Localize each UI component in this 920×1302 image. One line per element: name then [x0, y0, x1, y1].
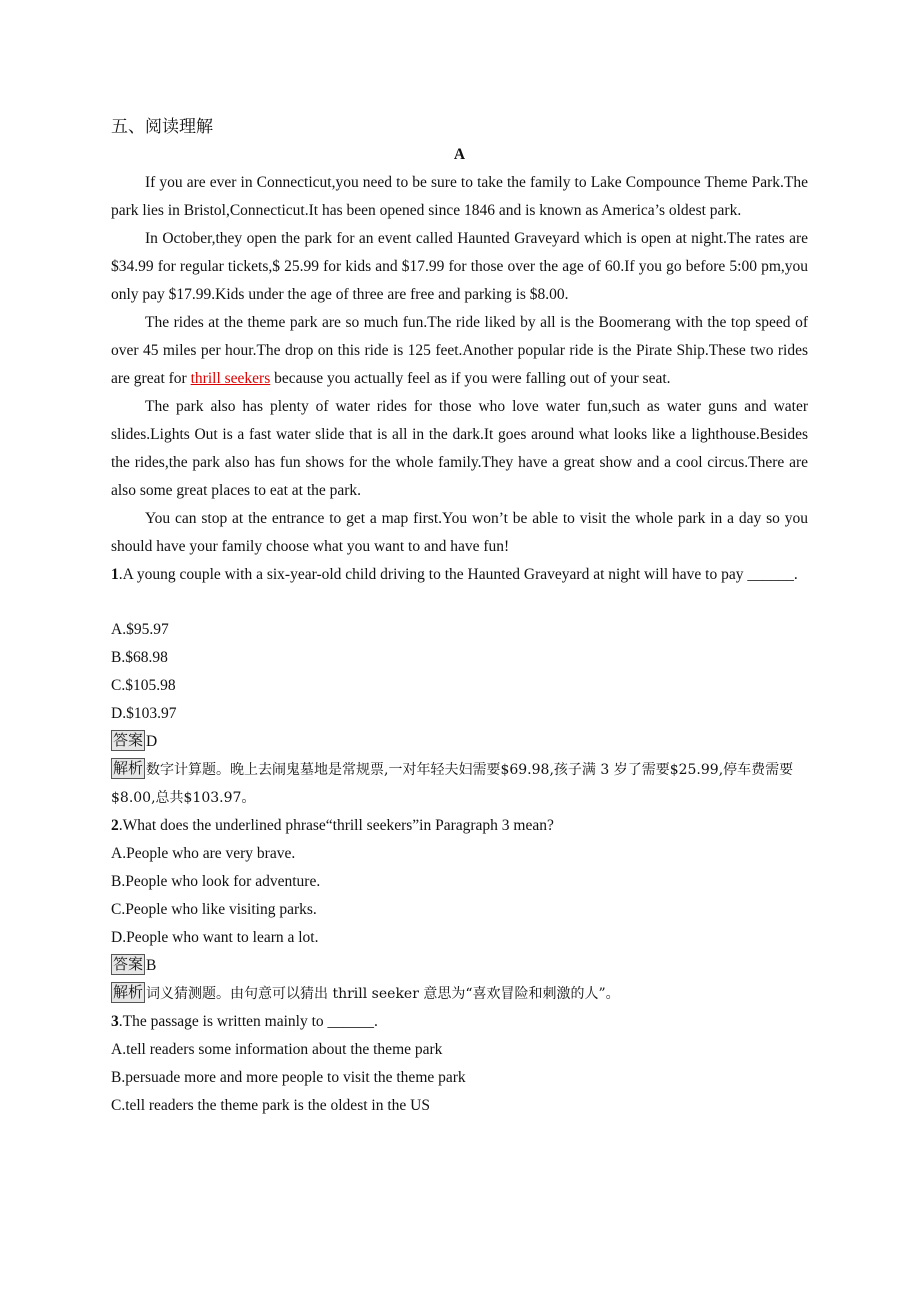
option: A.People who are very brave. [111, 845, 296, 862]
option: B.persuade more and more people to visit the theme park [111, 1069, 466, 1086]
answer-value: D [146, 733, 158, 750]
option: A.$95.97 [111, 621, 169, 638]
analysis-tag: 解析 [113, 983, 144, 1001]
option: A.tell readers some information about the theme park [111, 1041, 443, 1058]
option: B.$68.98 [111, 649, 168, 666]
paragraph-2: In October,they open the park for an event called Haunted Graveyard which is open at night.The rates are $34.99 for regular tickets,$ 25.99 for kids and $17.99 for those over the age of 60.If you go before 5:00 pm,you only pay $17.99.Kids under the age of three are free and parking is $8.00. [111, 230, 808, 303]
analysis-1 [111, 756, 808, 812]
paragraph-3-text: The rides at the theme park are so much fun.The ride liked by all is the Boomerang with the top speed of over 45 miles per hour.The drop on this ride is 125 feet.Another popular ride is the Pirate Ship.These two rides are great for [111, 314, 808, 387]
document [111, 113, 808, 1120]
question-stem: .What does the underlined phrase“thrill seekers”in Paragraph 3 mean? [118, 817, 554, 834]
paragraph-3-text-end: because you actually feel as if you were falling out of your seat. [270, 370, 671, 387]
answer-2 [111, 952, 808, 980]
option: C.tell readers the theme park is the oldest in the US [111, 1097, 430, 1114]
analysis-text: 词义猜测题。由句意可以猜出 thrill seeker 意思为“喜欢冒险和刺激的人”。 [146, 986, 620, 1002]
answer-tag: 答案 [113, 955, 144, 973]
answer-value: B [146, 957, 157, 974]
underlined-phrase: thrill seekers [190, 370, 271, 387]
answer-1 [111, 728, 808, 756]
section-title: 五、阅读理解 [111, 117, 213, 137]
question-2 [111, 812, 808, 840]
passage-label: A [453, 146, 466, 163]
question-number: 2 [111, 817, 119, 834]
option: C.People who like visiting parks. [111, 901, 317, 918]
paragraph-3 [111, 309, 808, 393]
question-3 [111, 1008, 808, 1036]
answer-tag: 答案 [113, 731, 144, 749]
analysis-tag: 解析 [113, 759, 144, 777]
question-1 [111, 561, 808, 589]
option: B.People who look for adventure. [111, 873, 321, 890]
option: C.$105.98 [111, 677, 176, 694]
paragraph-1: If you are ever in Connecticut,you need to be sure to take the family to Lake Compounce Theme Park.The park lies in Bristol,Connecticut.It has been opened since 1846 and is known as America’s oldest park. [111, 174, 808, 219]
paragraph-4: The park also has plenty of water rides for those who love water fun,such as water guns and water slides.Lights Out is a fast water slide that is all in the dark.It goes around what looks like a lighthouse.Besides the rides,the park also has fun shows for the whole family.They have a great show and a cool circus.There are also some great places to eat at the park. [111, 398, 808, 499]
option: D.People who want to learn a lot. [111, 929, 319, 946]
paragraph-5: You can stop at the entrance to get a map first.You won’t be able to visit the whole park in a day so you should have your family choose what you want to and have fun! [111, 510, 808, 555]
question-stem: .A young couple with a six-year-old child driving to the Haunted Graveyard at night will have to pay ______. [118, 566, 798, 583]
question-number: 3 [111, 1013, 119, 1030]
analysis-text: 数字计算题。晚上去闹鬼墓地是常规票,一对年轻夫妇需要$69.98,孩子满 3 岁了需要$25.99,停车费需要$8.00,总共$103.97。 [111, 762, 794, 806]
analysis-2 [111, 980, 808, 1008]
option: D.$103.97 [111, 705, 177, 722]
question-number: 1 [111, 566, 119, 583]
question-stem: .The passage is written mainly to ______. [118, 1013, 378, 1030]
